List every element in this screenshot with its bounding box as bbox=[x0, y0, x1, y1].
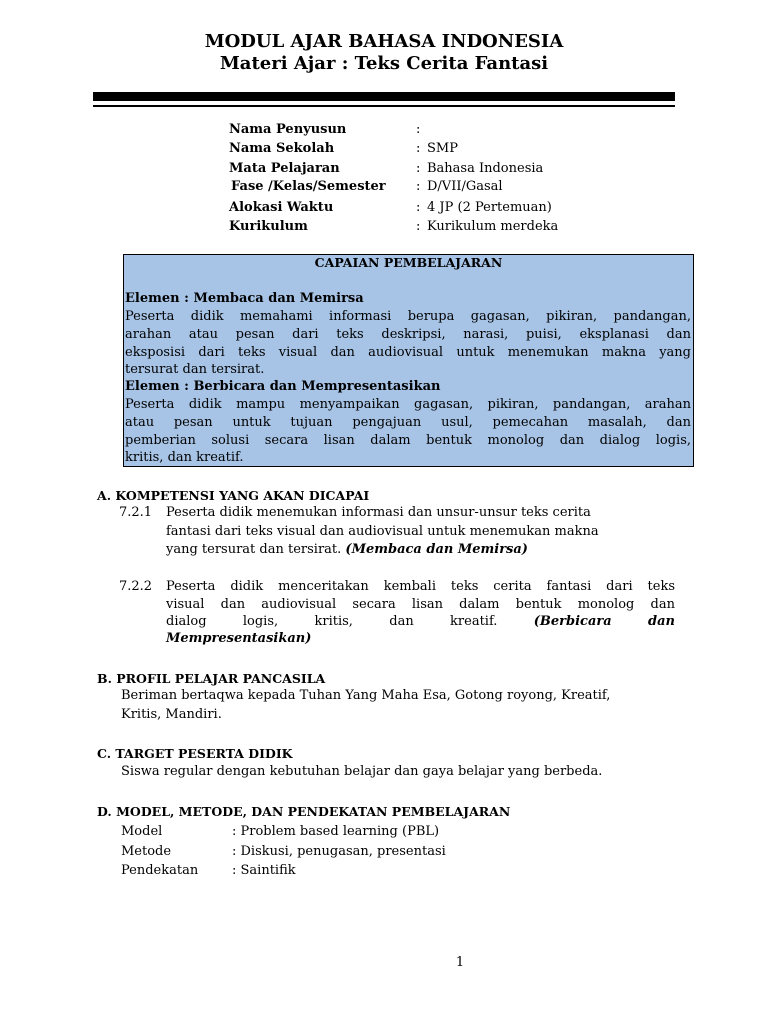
identity-value: SMP bbox=[427, 141, 458, 156]
identity-label: Mata Pelajaran bbox=[229, 161, 340, 176]
pendekatan-value: : Saintifik bbox=[232, 863, 296, 878]
identity-colon: : bbox=[416, 219, 421, 234]
competency-word: kreatif. bbox=[450, 614, 498, 629]
identity-value: 4 JP (2 Pertemuan) bbox=[427, 200, 552, 215]
model-label: Model bbox=[121, 824, 163, 839]
identity-label: Alokasi Waktu bbox=[229, 200, 334, 215]
section-d-heading: D. MODEL, METODE, DAN PENDEKATAN PEMBELAJARAN bbox=[97, 804, 511, 819]
identity-colon: : bbox=[416, 161, 421, 176]
identity-label: Kurikulum bbox=[229, 219, 308, 234]
identity-value: Kurikulum merdeka bbox=[427, 219, 559, 234]
competency-line-justified bbox=[166, 613, 675, 631]
section-b-heading: B. PROFIL PELAJAR PANCASILA bbox=[97, 671, 326, 686]
competency-word: logis, bbox=[242, 614, 279, 629]
capaian-element-1-line: arahan atau pesan dari teks deskripsi, narasi, puisi, eksplanasi dan bbox=[125, 327, 691, 342]
identity-label: Nama Penyusun bbox=[229, 122, 347, 137]
competency-word: dialog bbox=[166, 614, 207, 629]
capaian-element-1-title: Elemen : Membaca dan Memirsa bbox=[125, 291, 364, 306]
profil-text-line: Kritis, Mandiri. bbox=[121, 707, 222, 722]
section-a-heading: A. KOMPETENSI YANG AKAN DICAPAI bbox=[97, 488, 370, 503]
competency-line: Peserta didik menceritakan kembali teks cerita fantasi dari teks bbox=[166, 579, 675, 594]
identity-colon: : bbox=[416, 122, 421, 137]
capaian-element-1-line: Peserta didik memahami informasi berupa gagasan, pikiran, pandangan, bbox=[125, 309, 691, 324]
competency-tag: (Membaca dan Memirsa) bbox=[345, 542, 528, 557]
capaian-element-2-line: Peserta didik mampu menyampaikan gagasan, pikiran, pandangan, arahan bbox=[125, 397, 691, 412]
competency-tag: dan bbox=[648, 614, 675, 629]
competency-word: dan bbox=[389, 614, 414, 629]
section-c-heading: C. TARGET PESERTA DIDIK bbox=[97, 746, 293, 761]
identity-label: Nama Sekolah bbox=[229, 141, 335, 156]
competency-line-last bbox=[166, 541, 528, 559]
identity-value: D/VII/Gasal bbox=[427, 179, 503, 194]
competency-tag: Mempresentasikan) bbox=[166, 631, 312, 646]
pendekatan-label: Pendekatan bbox=[121, 863, 199, 878]
identity-label: Fase /Kelas/Semester bbox=[231, 179, 386, 194]
competency-line: fantasi dari teks visual dan audiovisual untuk menemukan makna bbox=[166, 524, 599, 539]
competency-word: kritis, bbox=[314, 614, 353, 629]
target-text-line: Siswa regular dengan kebutuhan belajar dan gaya belajar yang berbeda. bbox=[121, 764, 603, 779]
identity-colon: : bbox=[416, 200, 421, 215]
metode-label: Metode bbox=[121, 844, 172, 859]
competency-number: 7.2.1 bbox=[119, 505, 153, 520]
competency-number: 7.2.2 bbox=[119, 579, 153, 594]
capaian-element-2-line: kritis, dan kreatif. bbox=[125, 450, 244, 465]
competency-tag: (Berbicara bbox=[533, 614, 612, 629]
identity-colon: : bbox=[416, 141, 421, 156]
document-title: MODUL AJAR BAHASA INDONESIA bbox=[204, 31, 564, 52]
capaian-element-2-line: pemberian solusi secara lisan dalam bentuk monolog dan dialog logis, bbox=[125, 433, 691, 448]
document-subtitle: Materi Ajar : Teks Cerita Fantasi bbox=[219, 53, 549, 74]
identity-colon: : bbox=[416, 179, 421, 194]
competency-line: yang tersurat dan tersirat. bbox=[166, 542, 342, 557]
competency-line: Peserta didik menemukan informasi dan unsur-unsur teks cerita bbox=[166, 505, 591, 520]
header-rule-thin bbox=[93, 105, 675, 107]
capaian-element-1-line: tersurat dan tersirat. bbox=[125, 362, 265, 377]
capaian-element-2-line: atau pesan untuk tujuan pengajuan usul, pemecahan masalah, dan bbox=[125, 415, 691, 430]
capaian-heading: CAPAIAN PEMBELAJARAN bbox=[314, 255, 503, 270]
competency-line: visual dan audiovisual secara lisan dalam bentuk monolog dan bbox=[166, 597, 675, 612]
identity-value: Bahasa Indonesia bbox=[427, 161, 544, 176]
capaian-element-2-title: Elemen : Berbicara dan Mempresentasikan bbox=[125, 379, 441, 394]
profil-text-line: Beriman bertaqwa kepada Tuhan Yang Maha Esa, Gotong royong, Kreatif, bbox=[121, 688, 611, 703]
page-number: 1 bbox=[455, 955, 465, 970]
metode-value: : Diskusi, penugasan, presentasi bbox=[232, 844, 446, 859]
header-rule-thick bbox=[93, 92, 675, 101]
capaian-element-1-line: eksposisi dari teks visual dan audiovisual untuk menemukan makna yang bbox=[125, 345, 691, 360]
model-value: : Problem based learning (PBL) bbox=[232, 824, 440, 839]
